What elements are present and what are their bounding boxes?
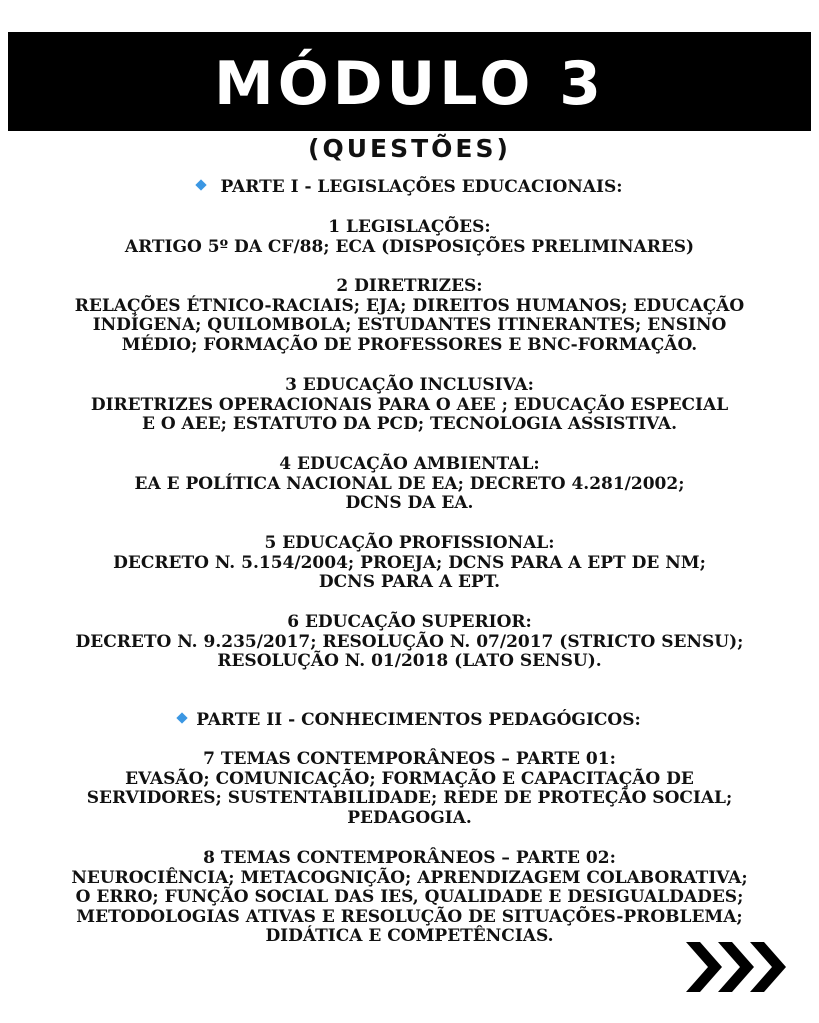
page-title: MÓDULO 3 bbox=[214, 48, 605, 119]
part-1-heading-text: PARTE I - LEGISLAÇÕES EDUCACIONAIS: bbox=[220, 177, 623, 197]
section-text-line: RESOLUÇÃO N. 01/2018 (LATO SENSU). bbox=[217, 651, 602, 672]
section-title: 5 EDUCAÇÃO PROFISSIONAL: bbox=[264, 533, 555, 553]
section-text-line: PEDAGOGIA. bbox=[347, 807, 472, 828]
section-text-line: INDÍGENA; QUILOMBOLA; ESTUDANTES ITINERANTES; ENSINO bbox=[92, 315, 727, 336]
diamond-bullet-icon bbox=[195, 179, 206, 190]
part-2-heading bbox=[0, 710, 819, 730]
section-temas-contemporaneos-2 bbox=[0, 849, 819, 947]
section-temas-contemporaneos-1 bbox=[0, 750, 819, 828]
section-text-line: MÉDIO; FORMAÇÃO DE PROFESSORES E BNC-FORMAÇÃO. bbox=[121, 334, 698, 355]
section-text-line: EA E POLÍTICA NACIONAL DE EA; DECRETO 4.281/2002; bbox=[134, 473, 685, 494]
section-text-line: EVASÃO; COMUNICAÇÃO; FORMAÇÃO E CAPACITAÇÃO DE bbox=[125, 768, 694, 789]
section-text-line: DCNS PARA A EPT. bbox=[318, 572, 501, 593]
section-text-line: DIDÁTICA E COMPETÊNCIAS. bbox=[265, 926, 554, 947]
section-diretrizes bbox=[0, 277, 819, 355]
page-subtitle: (QUESTÕES) bbox=[308, 134, 511, 163]
section-title: 1 LEGISLAÇÕES: bbox=[328, 217, 491, 237]
section-text-line: DIRETRIZES OPERACIONAIS PARA O AEE ; EDUCAÇÃO ESPECIAL bbox=[90, 394, 729, 415]
section-text-line: METODOLOGIAS ATIVAS E RESOLUÇÃO DE SITUAÇÕES-PROBLEMA; bbox=[76, 906, 743, 927]
title-banner bbox=[8, 32, 811, 131]
section-text-line: O ERRO; FUNÇÃO SOCIAL DAS IES, QUALIDADE E DESIGUALDADES; bbox=[75, 887, 744, 908]
diamond-bullet-icon bbox=[177, 712, 188, 723]
section-educacao-profissional bbox=[0, 534, 819, 593]
section-title: 2 DIRETRIZES: bbox=[336, 276, 483, 296]
section-text-line: DCNS DA EA. bbox=[345, 493, 474, 514]
section-title: 4 EDUCAÇÃO AMBIENTAL: bbox=[279, 454, 540, 474]
section-text-line: RELAÇÕES ÉTNICO-RACIAIS; EJA; DIREITOS HUMANOS; EDUCAÇÃO bbox=[74, 295, 745, 316]
section-title: 7 TEMAS CONTEMPORÂNEOS – PARTE 01: bbox=[203, 749, 616, 769]
section-educacao-inclusiva bbox=[0, 376, 819, 435]
part-1-heading bbox=[0, 177, 819, 197]
part-2-heading-text: PARTE II - CONHECIMENTOS PEDAGÓGICOS: bbox=[196, 710, 641, 730]
section-text-line: E O AEE; ESTATUTO DA PCD; TECNOLOGIA ASSISTIVA. bbox=[141, 414, 678, 435]
section-text-line: SERVIDORES; SUSTENTABILIDADE; REDE DE PROTEÇÃO SOCIAL; bbox=[86, 788, 733, 809]
section-text-line: ARTIGO 5º DA CF/88; ECA (DISPOSIÇÕES PRELIMINARES) bbox=[124, 236, 695, 257]
section-title: 8 TEMAS CONTEMPORÂNEOS – PARTE 02: bbox=[203, 848, 616, 868]
section-educacao-superior bbox=[0, 613, 819, 672]
section-title: 3 EDUCAÇÃO INCLUSIVA: bbox=[285, 375, 534, 395]
section-educacao-ambiental bbox=[0, 455, 819, 514]
section-text-line: DECRETO N. 9.235/2017; RESOLUÇÃO N. 07/2017 (STRICTO SENSU); bbox=[75, 631, 744, 652]
section-text-line: NEUROCIÊNCIA; METACOGNIÇÃO; APRENDIZAGEM COLABORATIVA; bbox=[71, 867, 748, 888]
section-legislacoes bbox=[0, 218, 819, 257]
section-text-line: DECRETO N. 5.154/2004; PROEJA; DCNS PARA A EPT DE NM; bbox=[113, 552, 706, 573]
triple-chevron-right-icon[interactable] bbox=[684, 940, 788, 994]
section-title: 6 EDUCAÇÃO SUPERIOR: bbox=[287, 612, 532, 632]
